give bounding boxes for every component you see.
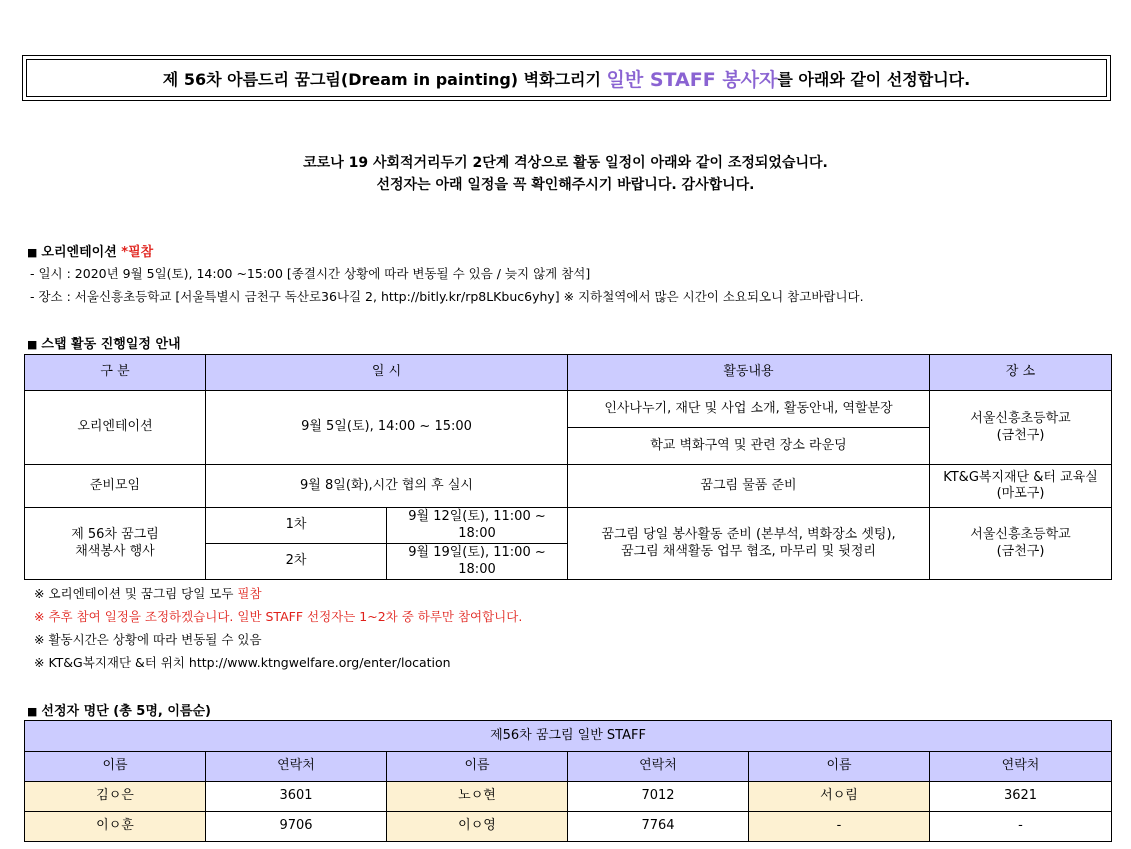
title-prefix: 제 56차 아름드리 꿈그림(Dream in painting) 벽화그리기 [162,69,601,89]
col-header-contact: 연락처 [568,752,749,782]
orientation-label: 오리엔테이션 [25,391,206,465]
staff-contact: 3621 [930,782,1112,812]
prep-label: 준비모임 [25,465,206,508]
round2-datetime: 9월 19일(토), 11:00 ~ 18:00 [387,544,568,580]
event-place: 서울신흥초등학교 (금천구) [930,508,1112,580]
page-title [26,59,1107,97]
note-location-link: ※ KT&G복지재단 &터 위치 http://www.ktngwelfare.org/enter/location [34,655,451,670]
event-label: 제 56차 꿈그림 채색봉사 행사 [25,508,206,580]
square-bullet-icon: ■ [27,246,38,259]
orientation-date: - 일시 : 2020년 9월 5일(토), 14:00 ~15:00 [종결시간 상황에 따라 변동될 수 있음 / 늦지 않게 참석] [30,266,591,281]
staff-contact: 7764 [568,812,749,842]
note-required-badge: 필참 [237,586,262,601]
header-datetime: 일 시 [206,355,568,391]
staff-name: 노ㅇ현 [387,782,568,812]
orientation-heading [27,241,153,260]
prep-datetime: 9월 8일(화),시간 협의 후 실시 [206,465,568,508]
title-suffix: 를 아래와 같이 선정합니다. [777,69,971,89]
schedule-heading-text: 스탭 활동 진행일정 안내 [41,337,181,352]
note-schedule-adjust: ※ 추후 참여 일정을 조정하겠습니다. 일반 STAFF 선정자는 1~2차 중 하루만 참여합니다. [34,609,523,624]
header-place: 장 소 [930,355,1112,391]
notice-line-1: 코로나 19 사회적거리두기 2단계 격상으로 활동 일정이 아래와 같이 조정되었습니다. [303,155,828,171]
schedule-heading [27,333,181,352]
orientation-activity-2: 학교 벽화구역 및 관련 장소 라운딩 [568,428,930,465]
schedule-table [24,354,1112,580]
staff-name: 이ㅇ영 [387,812,568,842]
prep-row [25,465,1112,508]
round2-label: 2차 [206,544,387,580]
selected-heading [27,700,211,719]
title-highlight: 일반 STAFF 봉사자 [606,68,778,91]
event-row-1 [25,508,1112,544]
square-bullet-icon: ■ [27,705,38,718]
prep-place: KT&G복지재단 &터 교육실 (마포구) [930,465,1112,508]
notice-line-2: 선정자는 아래 일정을 꼭 확인해주시기 바랍니다. 감사합니다. [376,177,755,193]
col-header-name: 이름 [387,752,568,782]
col-header-contact: 연락처 [930,752,1112,782]
staff-name: 이ㅇ훈 [25,812,206,842]
col-header-contact: 연락처 [206,752,387,782]
event-activity: 꿈그림 당일 봉사활동 준비 (본부석, 벽화장소 셋팅), 꿈그림 채색활동 업무 협조, 마무리 및 뒷정리 [568,508,930,580]
staff-name: 서ㅇ림 [749,782,930,812]
note-required [34,584,262,602]
orientation-heading-text: 오리엔테이션 [41,245,117,260]
staff-contact: 7012 [568,782,749,812]
selected-heading-text: 선정자 명단 (총 5명, 이름순) [41,704,211,719]
prep-activity: 꿈그림 물품 준비 [568,465,930,508]
square-bullet-icon: ■ [27,338,38,351]
note-required-text: ※ 오리엔테이션 및 꿈그림 당일 모두 [34,586,238,601]
header-activity: 활동내용 [568,355,930,391]
orientation-activity-1: 인사나누기, 재단 및 사업 소개, 활동안내, 역할분장 [568,391,930,428]
schedule-header-row [25,355,1112,391]
note-time-change: ※ 활동시간은 상황에 따라 변동될 수 있음 [34,632,262,647]
title-box [22,55,1111,101]
staff-title-row [25,721,1112,752]
orientation-row [25,391,1112,428]
staff-name: - [749,812,930,842]
selected-staff-table [24,720,1112,842]
header-category: 구 분 [25,355,206,391]
staff-contact: 3601 [206,782,387,812]
table-row [25,812,1112,842]
col-header-name: 이름 [749,752,930,782]
staff-name: 김ㅇ은 [25,782,206,812]
orientation-place-cell: 서울신흥초등학교 (금천구) [930,391,1112,465]
col-header-name: 이름 [25,752,206,782]
table-row [25,782,1112,812]
staff-contact: 9706 [206,812,387,842]
orientation-datetime: 9월 5일(토), 14:00 ~ 15:00 [206,391,568,465]
required-badge: *필참 [121,245,154,260]
round1-datetime: 9월 12일(토), 11:00 ~ 18:00 [387,508,568,544]
staff-contact: - [930,812,1112,842]
staff-table-title: 제56차 꿈그림 일반 STAFF [25,721,1112,752]
orientation-place: - 장소 : 서울신흥초등학교 [서울특별시 금천구 독산로36나길 2, http://bitly.kr/rp8LKbuc6yhy] ※ 지하철역에서 많은 시간이 소요되오니 참고바랍니다. [30,289,864,304]
staff-header-row [25,752,1112,782]
round1-label: 1차 [206,508,387,544]
